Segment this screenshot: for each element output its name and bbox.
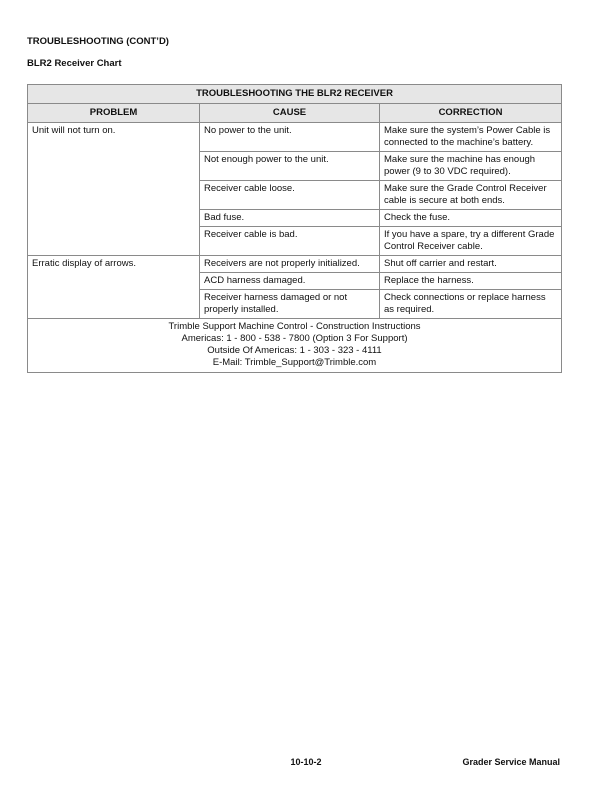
- column-header-correction: CORRECTION: [380, 104, 562, 123]
- page-number: 10-10-2: [290, 757, 322, 767]
- correction-cell: Shut off carrier and restart.: [380, 256, 562, 273]
- table-title: TROUBLESHOOTING THE BLR2 RECEIVER: [28, 85, 562, 104]
- troubleshooting-table: [27, 84, 562, 373]
- column-header-problem: PROBLEM: [28, 104, 200, 123]
- correction-cell: Replace the harness.: [380, 273, 562, 290]
- table-row: [28, 123, 562, 152]
- support-phone-americas: Americas: 1 - 800 - 538 - 7800 (Option 3 For Support): [181, 333, 408, 344]
- correction-cell: If you have a spare, try a different Grade Control Receiver cable.: [380, 227, 562, 256]
- support-email: E-Mail: Trimble_Support@Trimble.com: [212, 357, 377, 368]
- correction-cell: Check connections or replace harness as required.: [380, 290, 562, 319]
- column-header-cause: CAUSE: [200, 104, 380, 123]
- table-row: [28, 256, 562, 273]
- cause-cell: Not enough power to the unit.: [200, 152, 380, 181]
- support-phone-international: Outside Of Americas: 1 - 303 - 323 - 4111: [207, 345, 382, 356]
- correction-cell: Make sure the machine has enough power (9 to 30 VDC required).: [380, 152, 562, 181]
- support-title: Trimble Support Machine Control - Construction Instructions: [168, 321, 421, 332]
- chart-title: BLR2 Receiver Chart: [27, 58, 122, 69]
- cause-cell: Bad fuse.: [200, 210, 380, 227]
- manual-title: Grader Service Manual: [462, 757, 560, 767]
- section-title: TROUBLESHOOTING (CONT’D): [27, 36, 169, 47]
- cause-cell: Receiver harness damaged or not properly installed.: [200, 290, 380, 319]
- support-info: [28, 319, 562, 373]
- cause-cell: No power to the unit.: [200, 123, 380, 152]
- correction-cell: Check the fuse.: [380, 210, 562, 227]
- support-row: [28, 319, 562, 373]
- cause-cell: ACD harness damaged.: [200, 273, 380, 290]
- correction-cell: Make sure the Grade Control Receiver cable is secure at both ends.: [380, 181, 562, 210]
- correction-cell: Make sure the system’s Power Cable is connected to the machine’s battery.: [380, 123, 562, 152]
- problem-cell: Erratic display of arrows.: [28, 256, 200, 319]
- cause-cell: Receiver cable loose.: [200, 181, 380, 210]
- cause-cell: Receivers are not properly initialized.: [200, 256, 380, 273]
- problem-cell: Unit will not turn on.: [28, 123, 200, 256]
- cause-cell: Receiver cable is bad.: [200, 227, 380, 256]
